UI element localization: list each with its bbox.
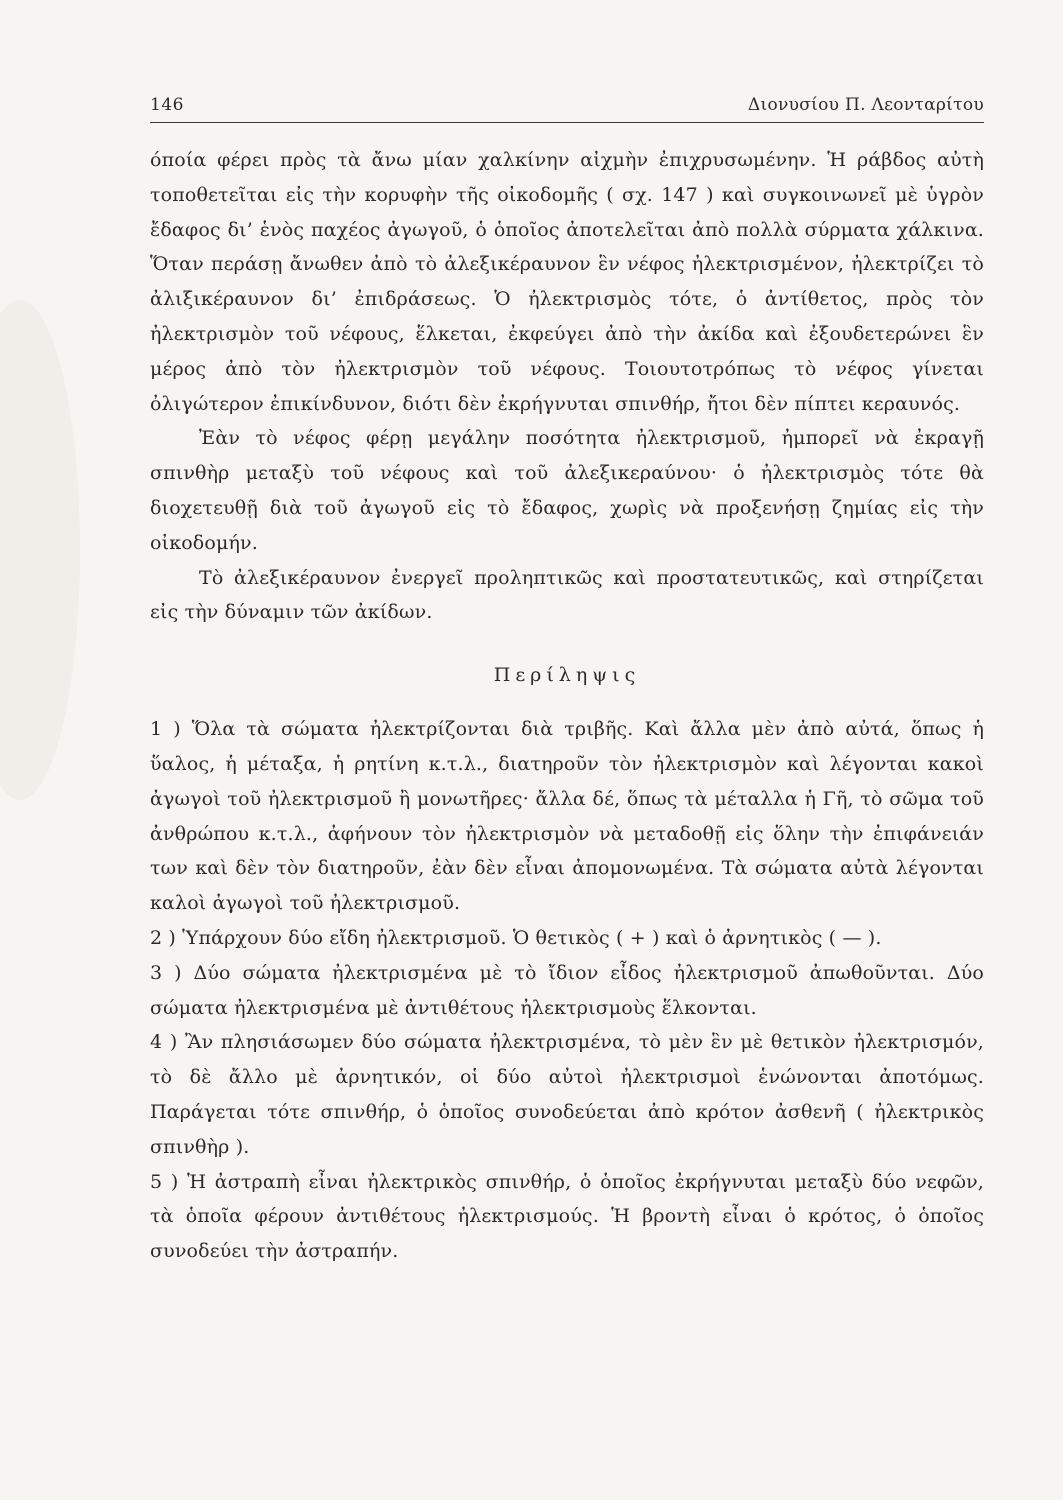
paragraph-1: όποία φέρει πρὸς τὰ ἄνω μίαν χαλκίνην αἰχμὴν ἐπιχρυσωμένην. Ἡ ράβδος αὐτὴ τοποθετεῖται εἰς τὴν κορυφὴν τῆς οἰκοδομῆς ( σχ. 147 ) καὶ συγκοινωνεῖ μὲ ὑγρὸν ἔδαφος δι’ ἑνὸς παχέος ἀγωγοῦ, ὁ ὁποῖος ἀποτελεῖται ἀπὸ πολλὰ σύρματα χάλκινα. Ὅταν περάσῃ ἄνωθεν ἀπὸ τὸ ἀλεξικέραυνον ἓν νέφος ἠλεκτρισμένον, ἠλεκτρίζει τὸ ἀλιξικέραυνον δι’ ἐπιδράσεως. Ὁ ἠλεκτρισμὸς τότε, ὁ ἀντίθετος, πρὸς τὸν ἠλεκτρισμὸν τοῦ νέφους, ἕλκεται, ἐκφεύγει ἀπὸ τὴν ἀκίδα καὶ ἐξουδετερώνει ἓν μέρος ἀπὸ τὸν ἠλεκτρισμὸν τοῦ νέφους. Τοιουτοτρόπως τὸ νέφος γίνεται ὀλιγώτερον ἐπικίνδυνον, διότι δὲν ἐκρήγνυται σπινθήρ, ἤτοι δὲν πίπτει κεραυνός.: [150, 149, 984, 415]
paragraph-2: Ἐὰν τὸ νέφος φέρῃ μεγάλην ποσότητα ἠλεκτρισμοῦ, ἠμπορεῖ νὰ ἐκραγῇ σπινθὴρ μεταξὺ τοῦ νέφους καὶ τοῦ ἀλεξικεραύνου· ὁ ἠλεκτρισμὸς τότε θὰ διοχετευθῇ διὰ τοῦ ἀγωγοῦ εἰς τὸ ἔδαφος, χωρὶς νὰ προξενήσῃ ζημίας εἰς τὴν οἰκοδομήν.: [150, 427, 984, 554]
summary-item-5: 5 ) Ἡ ἀστραπὴ εἶναι ἠλεκτρικὸς σπινθήρ, ὁ ὁποῖος ἐκρήγνυται μεταξὺ δύο νεφῶν, τὰ ὁποῖα φέρουν ἀντιθέτους ἠλεκτρισμούς. Ἡ βροντὴ εἶναι ὁ κρότος, ὁ ὁποῖος συνοδεύει τὴν ἀστραπήν.: [150, 1170, 984, 1263]
summary-item-1: 1 ) Ὅλα τὰ σώματα ἠλεκτρίζονται διὰ τριβῆς. Καὶ ἄλλα μὲν ἀπὸ αὐτά, ὅπως ἡ ὕαλος, ἡ μέταξα, ἡ ρητίνη κ.τ.λ., διατηροῦν τὸν ἠλεκτρισμὸν καὶ λέγονται κακοὶ ἀγωγοὶ τοῦ ἠλεκτρισμοῦ ἢ μονωτῆρες· ἄλλα δέ, ὅπως τὰ μέταλλα ἡ Γῆ, τὸ σῶμα τοῦ ἀνθρώπου κ.τ.λ., ἀφήνουν τὸν ἠλεκτρισμὸν νὰ μεταδοθῇ εἰς ὅλην τὴν ἐπιφάνειάν των καὶ δὲν τὸν διατηροῦν, ἐὰν δὲν εἶναι ἀπομονωμένα. Τὰ σώματα αὐτὰ λέγονται καλοὶ ἀγωγοὶ τοῦ ἠλεκτρισμοῦ.: [150, 718, 984, 915]
book-page: [150, 88, 984, 1269]
summary-item-4: 4 ) Ἂν πλησιάσωμεν δύο σώματα ἠλεκτρισμένα, τὸ μὲν ἓν μὲ θετικὸν ἠλεκτρισμόν, τὸ δὲ ἄλλο μὲ ἀρνητικόν, οἱ δύο αὐτοὶ ἠλεκτρισμοὶ ἑνώνονται ἀποτόμως. Παράγεται τότε σπινθήρ, ὁ ὁποῖος συνοδεύεται ἀπὸ κρότον ἀσθενῆ ( ἠλεκτρικὸς σπινθὴρ ).: [150, 1031, 984, 1158]
summary-heading: Περίληψις: [493, 664, 641, 687]
body-text: [150, 143, 984, 1269]
page-edge-shadow: [0, 300, 80, 800]
page-number: 146: [150, 95, 184, 115]
running-title: Διονυσίου Π. Λεονταρίτου: [747, 95, 984, 115]
header-rule: [150, 122, 984, 123]
summary-item-3: 3 ) Δύο σώματα ἠλεκτρισμένα μὲ τὸ ἴδιον εἶδος ἠλεκτρισμοῦ ἀπωθοῦνται. Δύο σώματα ἠλεκτρισμένα μὲ ἀντιθέτους ἠλεκτρισμοὺς ἕλκονται.: [150, 961, 984, 1019]
summary-item-2: 2 ) Ὑπάρχουν δύο εἴδη ἠλεκτρισμοῦ. Ὁ θετικὸς ( + ) καὶ ὁ ἀρνητικὸς ( — ).: [150, 926, 882, 949]
paragraph-3: Τὸ ἀλεξικέραυνον ἐνεργεῖ προληπτικῶς καὶ προστατευτικῶς, καὶ στηρίζεται εἰς τὴν δύναμιν τῶν ἀκίδων.: [150, 566, 984, 624]
running-header: [150, 88, 984, 122]
